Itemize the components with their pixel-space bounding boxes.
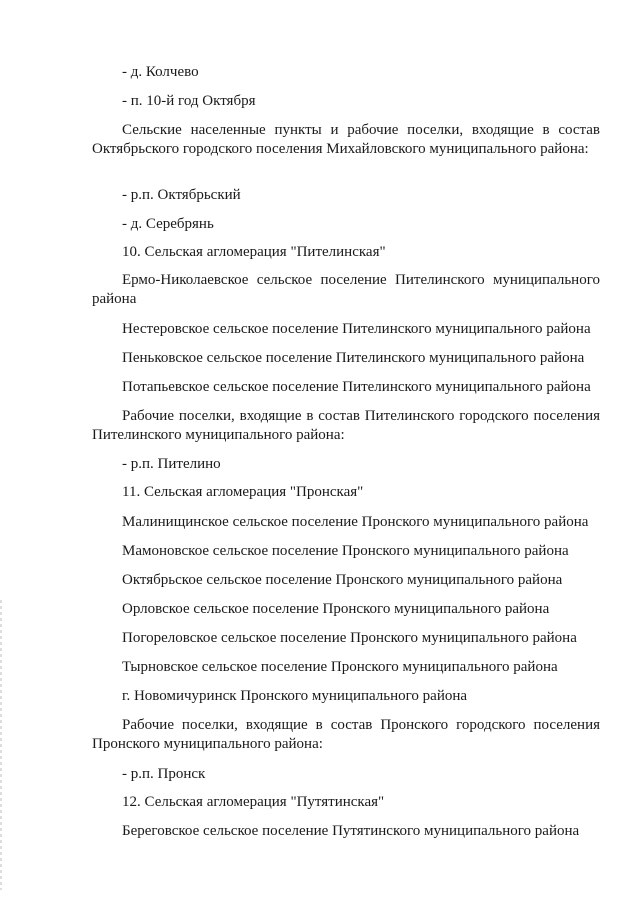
list-item: - д. Серебрянь [122,216,214,232]
paragraph: Октябрьское сельское поселение Пронского муниципального района [122,572,563,588]
list-item: - р.п. Пителино [122,456,221,472]
paragraph: Сельские населенные пункты и рабочие поселки, входящие в состав Октябрьского городского поселения Михайловского муниципального района: [92,122,600,157]
paragraph: Потапьевское сельское поселение Пителинского муниципального района [122,379,591,395]
paragraph: Пеньковское сельское поселение Пителинского муниципального района [122,350,585,366]
paragraph: Рабочие поселки, входящие в состав Пителинского городского поселения Пителинского муниципального района: [92,408,600,443]
list-item: - р.п. Пронск [122,766,206,782]
section-heading: 10. Сельская агломерация "Пителинская" [122,244,386,260]
paragraph: Погореловское сельское поселение Пронского муниципального района [122,630,577,646]
list-item: - п. 10-й год Октября [122,93,256,109]
section-heading: 11. Сельская агломерация "Пронская" [122,484,364,500]
paragraph: Орловское сельское поселение Пронского муниципального района [122,601,550,617]
paragraph: г. Новомичуринск Пронского муниципального района [122,688,468,704]
paragraph: Малинищинское сельское поселение Пронского муниципального района [122,514,589,530]
paragraph: Нестеровское сельское поселение Пителинского муниципального района [122,321,591,337]
paragraph: Тырновское сельское поселение Пронского муниципального района [122,659,558,675]
paragraph: Мамоновское сельское поселение Пронского муниципального района [122,543,569,559]
paragraph: Береговское сельское поселение Путятинского муниципального района [122,823,580,839]
scan-edge-mark [0,600,2,890]
section-heading: 12. Сельская агломерация "Путятинская" [122,794,385,810]
paragraph: Рабочие поселки, входящие в состав Пронского городского поселения Пронского муниципального района: [92,717,600,752]
paragraph: Ермо-Николаевское сельское поселение Пителинского муниципального района [92,272,600,307]
list-item: - д. Колчево [122,64,199,80]
list-item: - р.п. Октябрьский [122,187,241,203]
